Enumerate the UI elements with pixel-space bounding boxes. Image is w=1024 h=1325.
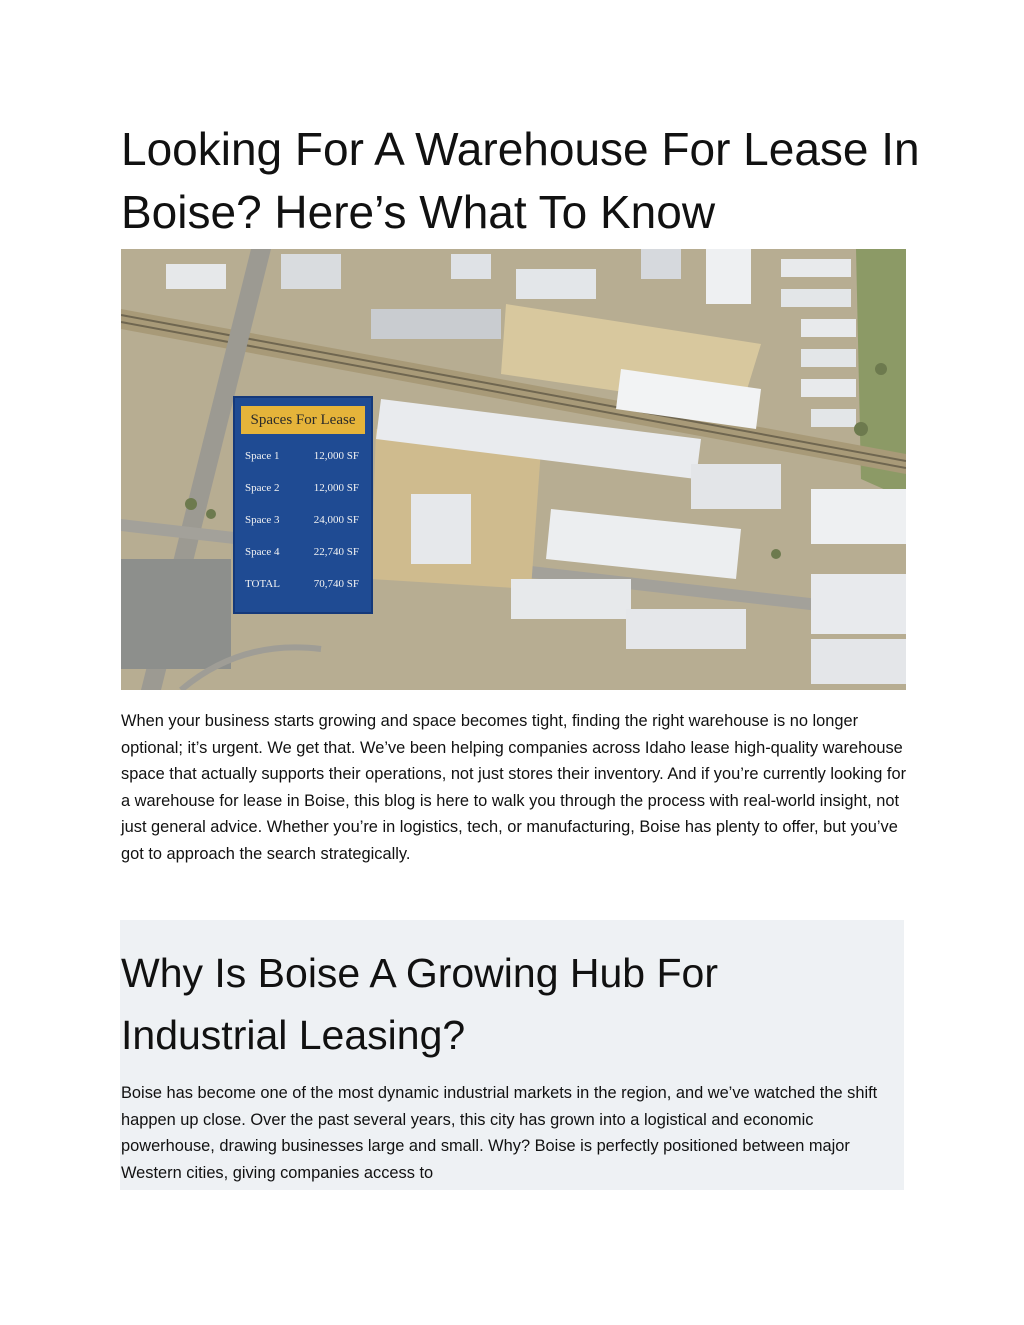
lease-row-label: Space 4: [245, 546, 280, 558]
lease-row-label: Space 2: [245, 482, 280, 494]
lease-row-label: Space 3: [245, 514, 280, 526]
lease-row-value: 70,740 SF: [313, 578, 359, 590]
lease-row: [245, 504, 359, 536]
lease-row-label: Space 1: [245, 450, 280, 462]
aerial-warehouse-image: [121, 249, 906, 690]
lease-box-heading: Spaces For Lease: [241, 406, 365, 434]
lease-row-value: 12,000 SF: [313, 450, 359, 462]
lease-row: [245, 536, 359, 568]
lease-row-value: 22,740 SF: [313, 546, 359, 558]
section-paragraph: Boise has become one of the most dynamic industrial markets in the region, and we’ve watched the shift happen up close. Over the past several years, this city has grown into a logistical and economic powerhouse, drawing businesses large and small. Why? Boise is perfectly positioned between major Western cities, giving companies access to: [121, 1084, 878, 1182]
lease-row-label: TOTAL: [245, 578, 280, 590]
lease-row: [245, 472, 359, 504]
lease-total-row: [245, 568, 359, 600]
page-title: Looking For A Warehouse For Lease In Boise? Here’s What To Know: [121, 123, 920, 238]
section-why-boise: [120, 920, 904, 1190]
intro-paragraph: When your business starts growing and space becomes tight, finding the right warehouse is no longer optional; it’s urgent. We get that. We’ve been helping companies across Idaho lease high-quality warehouse space that actually supports their operations, not just stores their inventory. And if you’re currently looking for a warehouse for lease in Boise, this blog is here to walk you through the process with real-world insight, not just general advice. Whether you’re in logistics, tech, or manufacturing, Boise has plenty to offer, but you’ve got to approach the search strategically.: [121, 712, 907, 863]
section-heading: Why Is Boise A Growing Hub For Industrial Leasing?: [121, 950, 719, 1058]
lease-row-value: 24,000 SF: [313, 514, 359, 526]
lease-row: [245, 440, 359, 472]
lease-row-value: 12,000 SF: [313, 482, 359, 494]
spaces-for-lease-overlay: [233, 396, 373, 614]
